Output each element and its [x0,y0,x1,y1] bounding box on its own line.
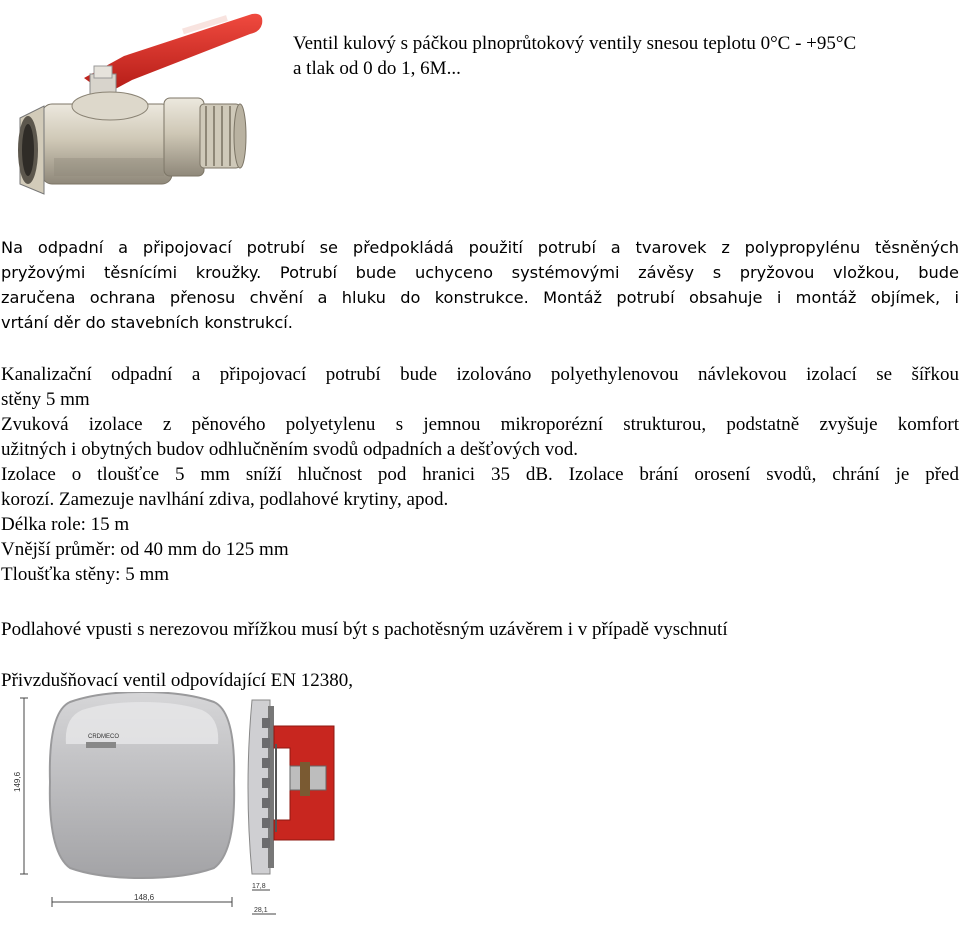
ball-valve-image [14,8,264,200]
paragraph-line: zaručena ochrana přenosu chvění a hluku do konstrukce. Montáž potrubí obsahuje i montáž objímek, i [1,288,959,307]
paragraph-line: vrtání děr do stavebních konstrukcí. [1,313,293,332]
paragraph-line: užitných i obytných budov odhlučněním svodů odpadních a dešťových vod. [1,439,578,460]
paragraph-line: Izolace o tloušťce 5 mm sníží hlučnost pod hranici 35 dB. Izolace brání orosení svodů, chrání je před [1,464,959,485]
paragraph-line: Na odpadní a připojovací potrubí se předpokládá použití potrubí a tvarovek z polypropylénu těsněných [1,238,959,257]
valve-caption-line-2: a tlak od 0 do 1, 6M... [293,58,461,79]
paragraph-line: pryžovými těsnícími kroužky. Potrubí bude uchyceno systémovými závěsy s pryžovou vložkou, bude [1,263,959,282]
role-length: Délka role: 15 m [1,514,130,535]
width-dimension: 148,6 [134,893,155,902]
drain-pipe-paragraph [1,235,959,335]
valve-caption-line-1: Ventil kulový s páčkou plnoprůtokový ventily snesou teplotu 0°C - +95°C [293,33,857,54]
height-dimension: 149,6 [13,771,22,792]
valve-caption [293,31,960,81]
depth-dimension-1: 17,8 [252,883,266,890]
vent-logo: CRDMECO [88,734,119,740]
vent-valve-drawing [0,692,380,924]
paragraph-line: korozí. Zamezuje navlhání zdiva, podlahové krytiny, apod. [1,489,449,510]
wall-thickness: Tloušťka stěny: 5 mm [1,564,170,585]
paragraph-line: Zvuková izolace z pěnového polyetylenu s jemnou mikroporézní strukturou, podstatně zvyšuje komfort [1,414,959,435]
paragraph-line: stěny 5 mm [1,389,90,410]
vent-valve-text: Přivzdušňovací ventil odpovídající EN 12380, [1,670,353,691]
floor-drain-text: Podlahové vpusti s nerezovou mřížkou musí být s pachotěsným uzávěrem i v případě vyschnutí [1,619,728,640]
paragraph-line: Kanalizační odpadní a připojovací potrubí bude izolováno polyethylenovou návlekovou izolací se šířkou [1,364,959,385]
insulation-paragraph [1,362,959,587]
outer-diameter: Vnější průměr: od 40 mm do 125 mm [1,539,289,560]
depth-dimension-2: 28,1 [254,907,268,914]
